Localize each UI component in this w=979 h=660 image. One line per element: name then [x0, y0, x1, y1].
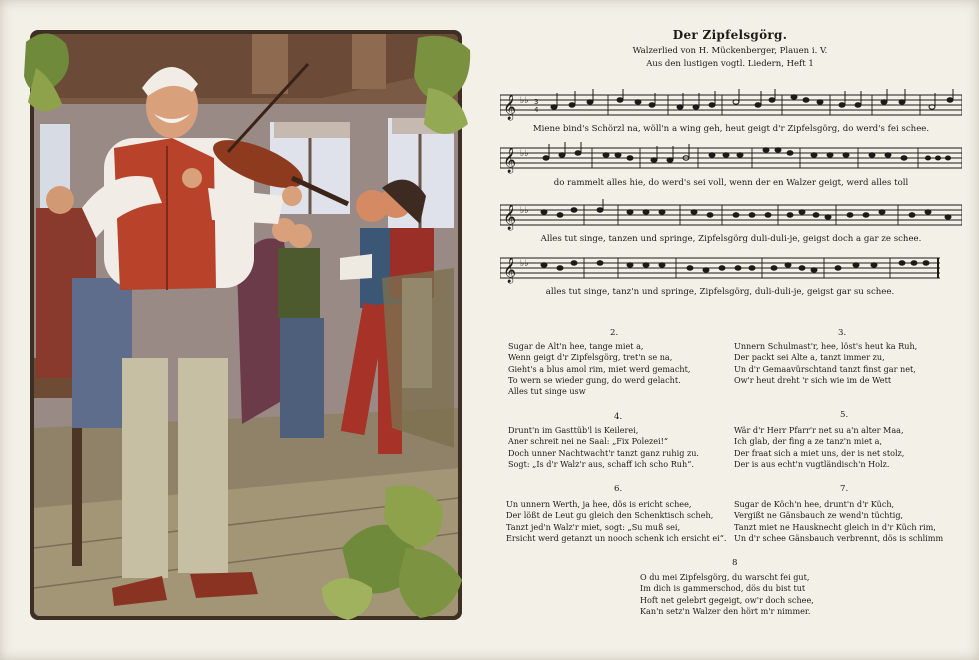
lyric-line-3: Alles tut singe, tanzen und springe, Zipfelsgörg duli-duli-je, geigst doch a gar ze schee. [540, 234, 922, 244]
svg-text:♭♭: ♭♭ [520, 96, 529, 106]
verse-line: Ich glab, der fing a ze tanz'n miet a, [734, 436, 883, 447]
lyric-line-2: do rammelt alles hie, do werd's sei voll, wenn der en Walzer geigt, werd alles toll [553, 178, 909, 188]
verse-number: 2. [610, 328, 619, 338]
verse-line: Drunt'n im Gasttüb'l is Keilerei, [508, 425, 639, 435]
svg-text:𝄞: 𝄞 [503, 205, 517, 230]
verse-line: Aner schreit nei ne Saal: „Fix Polezei!“ [508, 436, 669, 447]
verse-line: Wär d'r Herr Pfarr'r net su a'n alter Maa, [734, 425, 904, 435]
verse-line: Unnern Schulmast'r, hee, löst's heut ka Ruh, [734, 341, 918, 351]
verse-number: 4. [614, 412, 623, 422]
verse-line: Gieht's a blus amol rim, miet werd gemacht, [508, 363, 691, 374]
verse-line: Vergißt ne Gänsbauch ze wend'n tüchtig, [734, 510, 904, 521]
verse-number: 8 [732, 558, 738, 568]
verse-line: Der lößt de Leut gu gleich den Schenktisch scheh, [506, 510, 714, 521]
verse-number: 3. [838, 328, 847, 338]
song-subtitle-composer: Walzerlied von H. Mückenberger, Plauen i. V. [632, 46, 828, 56]
verse-line: Hoft net gelebrt gegeigt, ow'r doch schee, [640, 594, 814, 605]
lyric-line-1: Miene bind's Schörzl na, wöll'n a wing geh, heut geigt d'r Zipfelsgörg, do werd's fei schee. [532, 124, 930, 134]
svg-text:𝄞: 𝄞 [503, 95, 517, 120]
verse-line: Der is aus echt'n vugtländisch'n Holz. [734, 458, 890, 469]
verse-line: O du mei Zipfelsgörg, du warscht fei gut, [640, 572, 810, 582]
verse-number: 5. [840, 410, 849, 420]
verse-line: Wenn geigt d'r Zipfelsgörg, tret'n se na, [508, 352, 673, 363]
verse-line: Un d'r schee Gänsbauch verbrennt, dös is schlimm [734, 532, 944, 543]
verse-line: Tanzt jed'n Walz'r miet, sogt: „Su muß sei, [506, 521, 681, 532]
song-title: Der Zipfelsgörg. [672, 28, 788, 42]
svg-text:♭♭: ♭♭ [520, 149, 529, 159]
verse-line: Sugar de Alt'n hee, tange miet a, [508, 341, 644, 351]
verse-line: To wern se wieder gung, do werd gelacht. [508, 374, 681, 385]
verse-number: 7. [840, 484, 849, 494]
verse-line: Ersicht werd getanzt un nooch schenk ich ersicht ei“. [506, 532, 727, 543]
svg-text:4: 4 [534, 106, 539, 114]
verse-number: 6. [614, 484, 623, 494]
lyric-line-4: alles tut singe, tanz'n und springe, Zipfelsgörg, duli-duli-je, geigst gar su schee. [545, 287, 895, 297]
verse-line: Kan'n setz'n Walzer den hört m'r nimmer. [640, 605, 811, 616]
svg-text:♭♭: ♭♭ [520, 206, 529, 216]
verse-line: Doch unner Nachtwacht'r tanzt ganz ruhig zu. [508, 447, 699, 458]
verse-line: Der fraat sich a miet uns, der is net stolz, [734, 447, 905, 458]
verse-line: Im dich is gammerschod, dös du bist tut [640, 583, 806, 594]
verse-line: Sogt: „Is d'r Walz'r aus, schaff ich scho Ruh“. [508, 458, 694, 469]
svg-text:𝄞: 𝄞 [503, 148, 517, 173]
verse-line: Un unnern Werth, ja hee, dös is ericht schee, [506, 499, 692, 509]
song-subtitle-source: Aus den lustigen vogtl. Liedern, Heft 1 [646, 59, 814, 69]
verse-line: Tanzt miet ne Hausknecht gleich in d'r Küch rim, [734, 521, 936, 532]
svg-text:♭♭: ♭♭ [520, 259, 529, 269]
verse-line: Alles tut singe usw [508, 386, 586, 397]
svg-text:3: 3 [534, 98, 539, 106]
svg-text:𝄞: 𝄞 [503, 258, 517, 283]
verse-line: Un d'r Gemaavürschtand tanzt finst gar net, [734, 363, 916, 374]
verse-line: Ow'r heut dreht 'r sich wie im de Wett [734, 374, 892, 385]
verse-line: Der packt sei Alte a, tanzt immer zu, [734, 352, 885, 363]
verse-line: Sugar de Köch'n hee, drunt'n d'r Küch, [734, 499, 895, 509]
